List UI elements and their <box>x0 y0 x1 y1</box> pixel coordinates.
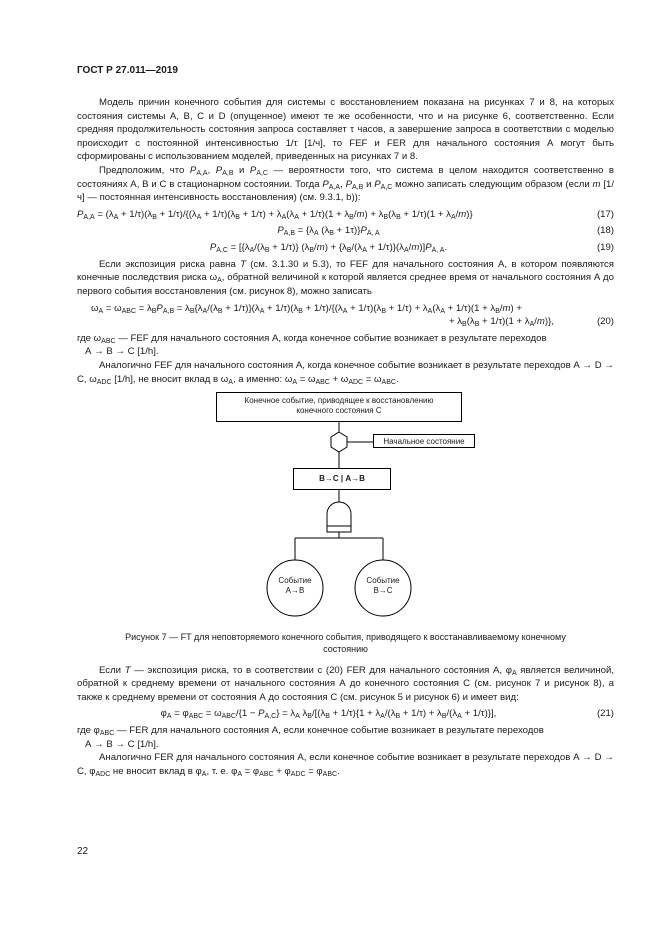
equation-20: $\omega_A = \omega_{ABC} = \lambda_BP_{A,B} = \lambda_B\{\lambda_A/(\lambda_B + 1/\tau)\}(\lambda_A + 1/\tau)(\lambda_B + 1/\tau)/\{(\lambda_A + 1/\tau)(\lambda_B + 1/\tau) + \lambda_A(\lambda_A + 1/\tau)(1 + \lambda_B/m)$ + <box>91 302 522 315</box>
paragraph-where-phi: где $\varphi_{ABC}$ — FER для начального состояния А, если конечное событие возникает в результате переходов А → В → С [1/h]. <box>77 725 544 750</box>
standard-header: ГОСТ Р 27.011—2019 <box>77 65 178 76</box>
body-text <box>77 96 614 778</box>
page-number: 22 <box>77 846 89 857</box>
equation-18: $P_{A,B} = \{\lambda_A$ $(\lambda_B + 1\tau)\}P_{A, A}$ (18) <box>277 225 614 238</box>
fault-tree-diagram <box>77 392 614 630</box>
transition-box: В→С | А→В <box>293 468 391 490</box>
figure-caption: Рисунок 7 — FT для неповторяемого конечного события, приводящего к восстанавливаемому конечному состоянию <box>125 632 566 654</box>
paragraph-similarly-fef: Аналогично FEF для начального состояния А, когда конечное событие возникает в результате переходов А → D → C, $\omega_{ADC}$ [1/h], не вносит вклад в $\omega_A$, а именно: $\omega_A = \omega_{ABC} + \omega_{ADC} = \omega_{ABC}$. <box>77 359 614 386</box>
paragraph-probabilities: Предположим, что $P_{A,A}$, $P_{A,B}$ и $P_{A,C}$ — вероятности того, что система в целом находится соответственно в состояниях А, В и С в стационарном состоянии. Тогда $P_{A,A}$, $P_{A,B}$ и $P_{A,C}$ можно записать следующим образом (если m [1/ч] — постоянная интенсивность восстановления) (см. 9.3.1, b)): <box>77 165 614 204</box>
paragraph-similarly-fer: Аналогично FER для начального состояния А, если конечное событие возникает в результате переходов А → D → C, $\varphi_{ADC}$ не вносит вклад в $\varphi_A$, т. е. $\varphi_A = \varphi_{ABC} + \varphi_{ADC} = \varphi_{ABC}$. <box>77 752 614 778</box>
equation-17: $P_{A,A} = (\lambda_A + 1/\tau)(\lambda_B + 1/\tau)/\{(\lambda_A + 1/\tau)(\lambda_B + 1/\tau) + \lambda_A(\lambda_A + 1/\tau)(1 + \lambda_B/m) + \lambda_B(\lambda_B + 1/\tau)(1 + \lambda_A/m)\}$ (17) <box>77 208 614 221</box>
transfer-hexagon-icon <box>331 432 347 452</box>
top-event-box: Конечное событие, приводящее к восстановлению конечного состояния С <box>216 392 462 422</box>
equation-20-cont: + $\lambda_B(\lambda_B + 1/\tau)(1 + \lambda_A/m)$}, (20) <box>448 316 614 329</box>
equation-number: (17) <box>596 208 614 220</box>
and-gate-icon <box>327 502 351 526</box>
paragraph-fef: Если экспозиция риска равна T (см. 3.1.30 и 5.3), то FEF для начального состояния А, в котором появляются конечные последствия риска $\omega_A$, обратной величиной к которой является среднее время от начального состояния А до первого события восстановления (см. рисунок 8), можно записать <box>77 258 614 297</box>
equation-number: (20) <box>596 316 614 328</box>
equation-number: (21) <box>596 708 614 720</box>
equation-number: (18) <box>596 225 614 237</box>
paragraph-where-omega: где $\omega_{ABC}$ — FEF для начального состояния А, когда конечное событие возникает в результате переходов А → В → С [1/h]. <box>77 332 547 358</box>
paragraph-fer: Если T — экспозиция риска, то в соответствии с (20) FER для начального состояния А, $\varphi_A$ является величиной, обратной к среднему времени от начального состояния А до конечного состояния С (см. рисунок 7 и рисунок 8), а также к среднему времени от состояния А до состояния С (см. рисунок 5 и рисунок 6) и имеет вид: <box>77 664 615 703</box>
equation-19: $P_{A,C} = [\{\lambda_A/(\lambda_B + 1/\tau)\} (\lambda_B/m) + \{\lambda_B/(\lambda_A + 1/\tau)\}(\lambda_A/m)]P_{A, A}$. (19) <box>209 242 614 255</box>
paragraph-intro: Модель причин конечного события для системы с восстановлением показана на рисунках 7 и 8, на которых состояния системы А, В, С и D (опущенное) имеют те же особенности, что и на рисунке 6, соответственно. Если средняя продолжительность состояния запроса составляет τ часов, а завершение запроса в соответствии с моделью происходит с постоянной интенсивностью 1/τ [1/ч], то FEF и FER для начального состояния А могут быть сформированы с использованием моделей, приведенных на рисунках 7 и 8. <box>77 97 614 163</box>
equation-number: (19) <box>596 242 614 254</box>
figure-7 <box>77 392 614 630</box>
equation-21: $\varphi_A = \varphi_{ABC} = \omega_{ABC}/\{1 - P_{A,C}\} = \lambda_A$ $\lambda_B/[(\lambda_B + 1/\tau)\{1 + \lambda_A/(\lambda_B + 1/\tau) + \lambda_B/(\lambda_A + 1/\tau)\}]$, (21) <box>160 708 614 721</box>
event-label-right: Событие В→С <box>366 576 400 595</box>
event-label-left: Событие А→В <box>278 576 312 595</box>
initial-state-box: Начальное состояние <box>373 434 475 448</box>
